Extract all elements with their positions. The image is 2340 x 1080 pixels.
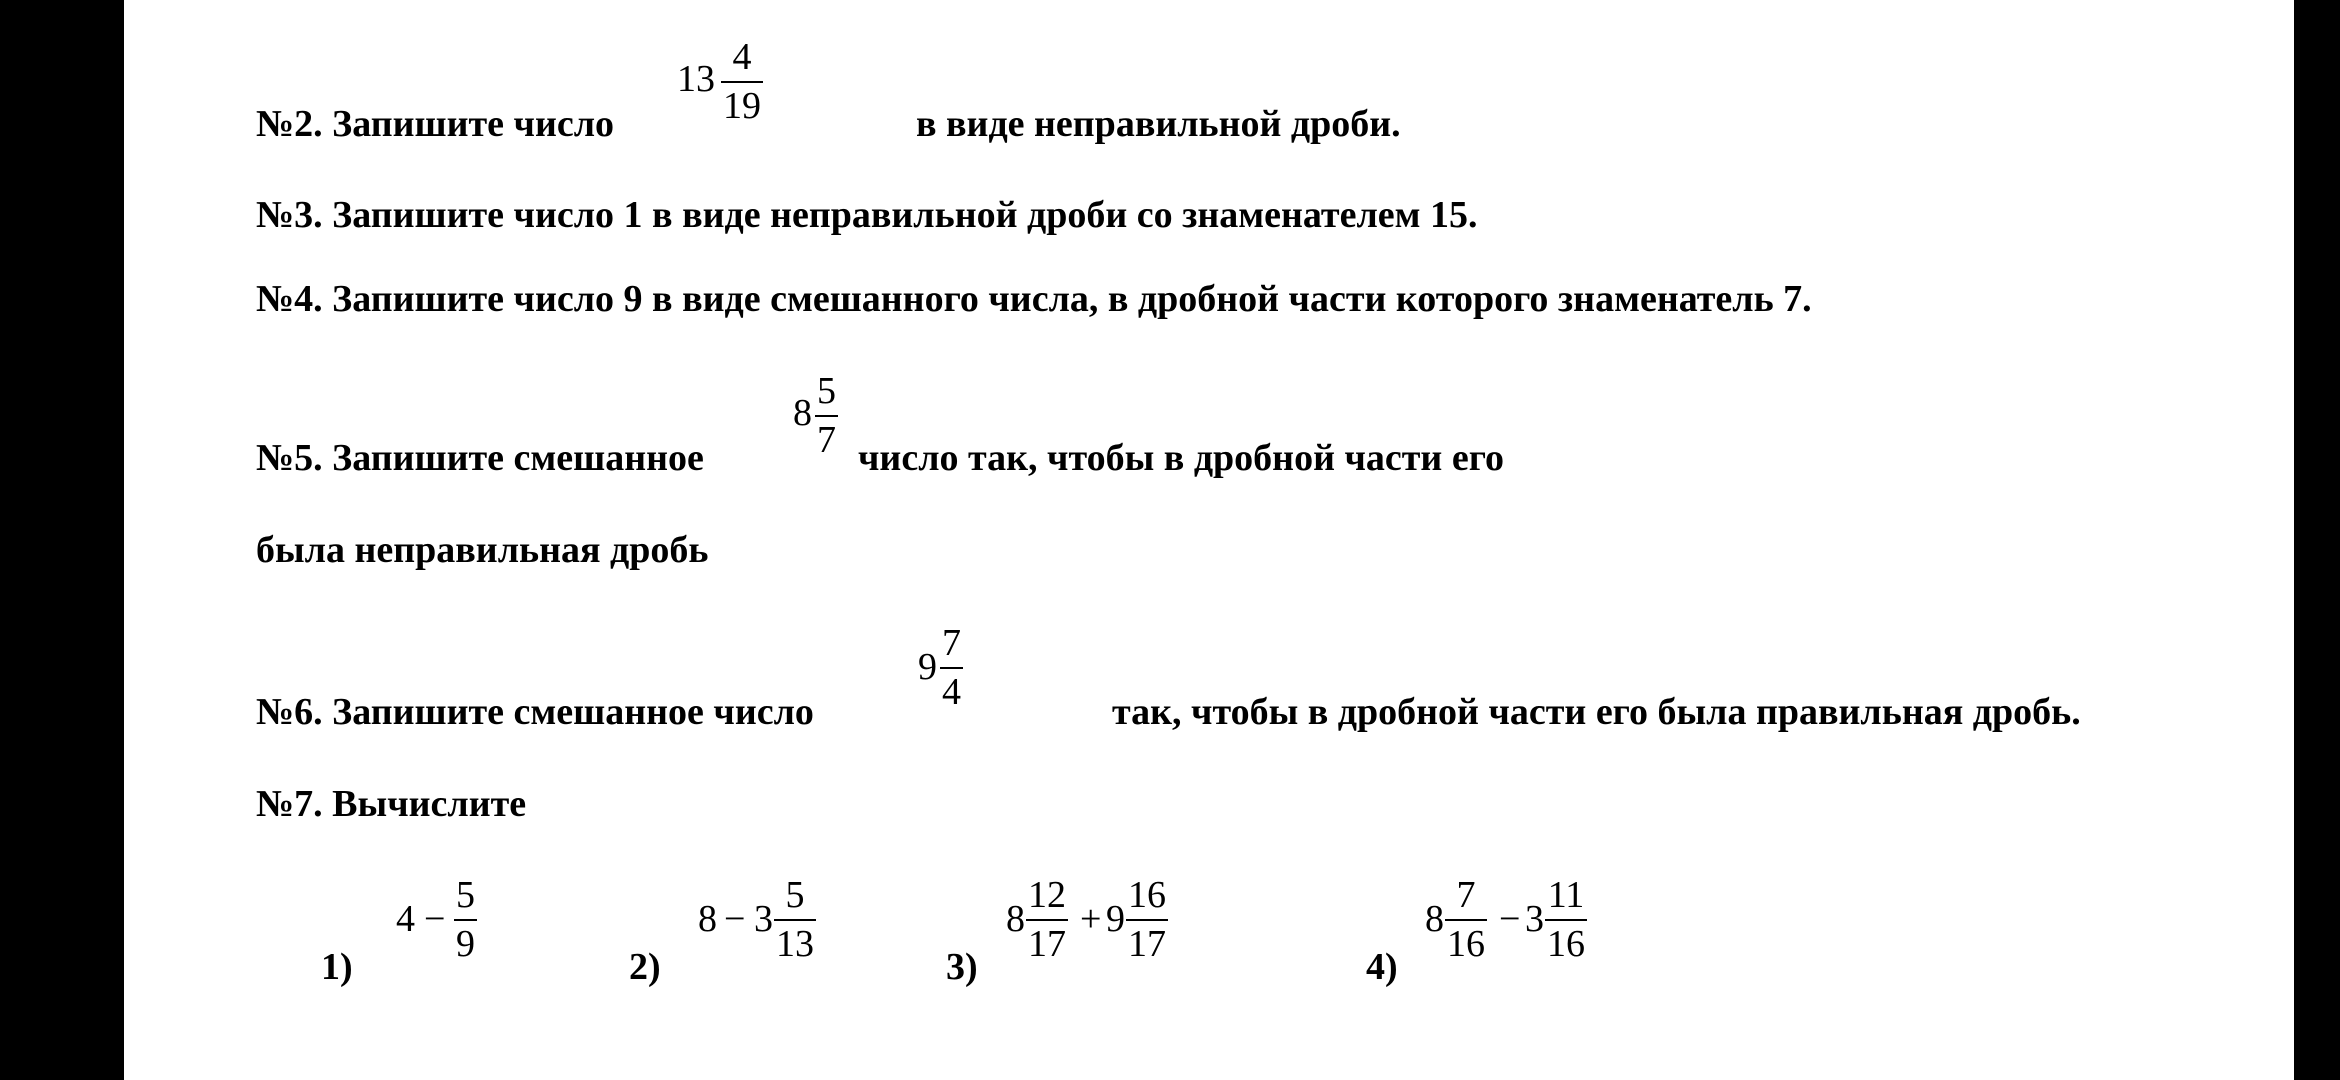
document-page xyxy=(124,0,2294,1080)
item-3-a-denominator: 17 xyxy=(1028,923,1066,965)
item-1-denominator: 9 xyxy=(456,923,475,965)
task-6-fraction-bar xyxy=(940,667,963,669)
task-6-numerator: 7 xyxy=(942,622,961,664)
item-2-b-whole: 3 xyxy=(754,898,773,940)
item-1-operator: − xyxy=(424,898,446,940)
item-3-b-denominator: 17 xyxy=(1128,923,1166,965)
task-5-denominator: 7 xyxy=(817,419,836,461)
task-6-fraction xyxy=(940,624,963,711)
item-2-fraction-bar xyxy=(774,919,816,921)
task-7-item-1-label: 1) xyxy=(321,946,353,988)
item-1-a: 4 xyxy=(396,898,415,940)
item-1-numerator: 5 xyxy=(456,874,475,916)
task-2-text-before: №2. Запишите число xyxy=(256,103,615,145)
item-3-a-whole: 8 xyxy=(1006,898,1025,940)
item-4-a-denominator: 16 xyxy=(1447,923,1485,965)
item-4-b-denominator: 16 xyxy=(1547,923,1585,965)
item-3-a-fraction-bar xyxy=(1026,919,1068,921)
item-3-operator: + xyxy=(1080,898,1102,940)
task-7-item-2-label: 2) xyxy=(629,946,661,988)
task-2-denominator: 19 xyxy=(723,85,761,127)
item-4-operator: − xyxy=(1499,898,1521,940)
task-5-line-2: была неправильная дробь xyxy=(256,529,709,571)
task-4: №4. Запишите число 9 в виде смешанного числа, в дробной части которого знаменатель 7. xyxy=(256,278,1812,320)
item-1-fraction xyxy=(454,876,477,963)
item-1-fraction-bar xyxy=(454,919,477,921)
task-6-denominator: 4 xyxy=(942,671,961,713)
task-7-item-3-label: 3) xyxy=(946,946,978,988)
item-2-operator: − xyxy=(724,898,746,940)
item-2-denominator: 13 xyxy=(776,923,814,965)
task-5-text-before: №5. Запишите смешанное xyxy=(256,437,704,479)
task-5-whole: 8 xyxy=(793,392,812,434)
task-2-numerator: 4 xyxy=(732,36,752,78)
item-3-b-fraction xyxy=(1126,876,1168,963)
task-7-item-4-label: 4) xyxy=(1366,946,1398,988)
task-2-text-after: в виде неправильной дроби. xyxy=(916,103,1401,145)
item-4-a-fraction xyxy=(1445,876,1487,963)
task-7-title: №7. Вычислите xyxy=(256,783,527,825)
item-4-a-whole: 8 xyxy=(1425,898,1444,940)
item-3-a-fraction xyxy=(1026,876,1068,963)
item-4-b-fraction-bar xyxy=(1545,919,1587,921)
item-4-b-numerator: 11 xyxy=(1547,874,1585,916)
task-5-numerator: 5 xyxy=(817,370,836,412)
item-3-b-whole: 9 xyxy=(1106,898,1125,940)
task-6-text-after: так, чтобы в дробной части его была правильная дробь. xyxy=(1112,691,2081,733)
task-6-text-before: №6. Запишите смешанное число xyxy=(256,691,814,733)
item-4-b-fraction xyxy=(1545,876,1587,963)
item-4-b-whole: 3 xyxy=(1525,898,1544,940)
task-5-fraction xyxy=(815,372,838,459)
item-3-b-numerator: 16 xyxy=(1128,874,1166,916)
task-6-whole: 9 xyxy=(918,646,937,688)
item-3-a-numerator: 12 xyxy=(1028,874,1066,916)
item-3-b-fraction-bar xyxy=(1126,919,1168,921)
item-2-numerator: 5 xyxy=(785,874,805,916)
task-2-whole: 13 xyxy=(677,58,715,100)
item-2-fraction xyxy=(774,876,816,963)
item-4-a-numerator: 7 xyxy=(1456,874,1476,916)
task-5-text-after: число так, чтобы в дробной части его xyxy=(858,437,1504,479)
item-2-a: 8 xyxy=(698,898,717,940)
task-3: №3. Запишите число 1 в виде неправильной дроби со знаменателем 15. xyxy=(256,194,1478,236)
task-2-fraction-bar xyxy=(721,81,763,83)
task-5-fraction-bar xyxy=(815,415,838,417)
item-4-a-fraction-bar xyxy=(1445,919,1487,921)
task-2-fraction xyxy=(721,38,763,125)
